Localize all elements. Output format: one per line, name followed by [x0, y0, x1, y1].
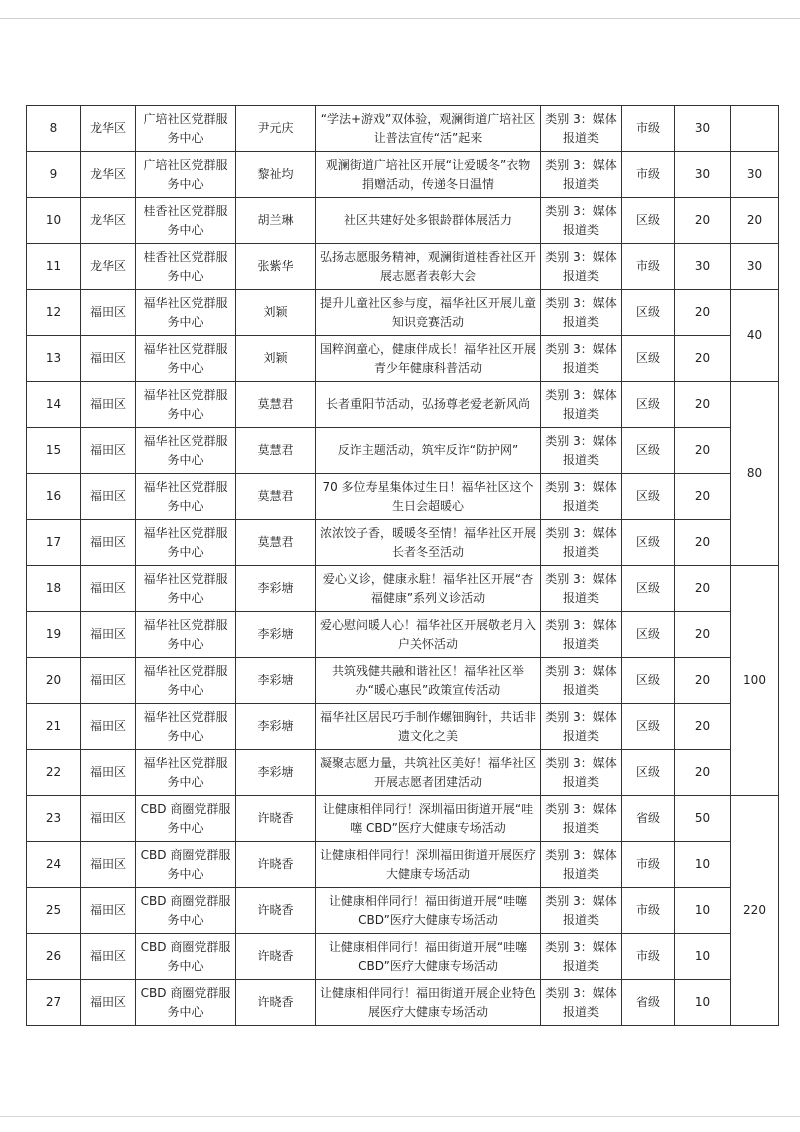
level-cell: 市级 — [622, 842, 675, 888]
category-cell: 类别 3：媒体报道类 — [541, 612, 622, 658]
organization-cell: 福华社区党群服务中心 — [136, 474, 236, 520]
category-cell: 类别 3：媒体报道类 — [541, 658, 622, 704]
organization-cell: 桂香社区党群服务中心 — [136, 198, 236, 244]
person-cell: 李彩塘 — [236, 658, 316, 704]
table-row — [27, 842, 779, 888]
row-number: 8 — [27, 106, 81, 152]
person-cell: 莫慧君 — [236, 382, 316, 428]
report-title-cell: 爱心慰问暖人心！福华社区开展敬老月入户关怀活动 — [316, 612, 541, 658]
organization-cell: 福华社区党群服务中心 — [136, 658, 236, 704]
page-top-rule — [0, 18, 800, 19]
district-cell: 福田区 — [81, 520, 136, 566]
organization-cell: 福华社区党群服务中心 — [136, 428, 236, 474]
group-total-cell: 30 — [731, 244, 779, 290]
report-title-cell: 观澜街道广培社区开展“让爱暖冬”衣物捐赠活动，传递冬日温情 — [316, 152, 541, 198]
row-number: 23 — [27, 796, 81, 842]
level-cell: 区级 — [622, 704, 675, 750]
table-row — [27, 106, 779, 152]
table-row — [27, 612, 779, 658]
category-cell: 类别 3：媒体报道类 — [541, 152, 622, 198]
person-cell: 莫慧君 — [236, 428, 316, 474]
district-cell: 福田区 — [81, 796, 136, 842]
organization-cell: 福华社区党群服务中心 — [136, 704, 236, 750]
table-row — [27, 290, 779, 336]
person-cell: 李彩塘 — [236, 750, 316, 796]
category-cell: 类别 3：媒体报道类 — [541, 934, 622, 980]
category-cell: 类别 3：媒体报道类 — [541, 382, 622, 428]
group-total-cell: 80 — [731, 382, 779, 566]
level-cell: 区级 — [622, 612, 675, 658]
person-cell: 李彩塘 — [236, 566, 316, 612]
organization-cell: 福华社区党群服务中心 — [136, 336, 236, 382]
organization-cell: 福华社区党群服务中心 — [136, 520, 236, 566]
row-number: 16 — [27, 474, 81, 520]
level-cell: 区级 — [622, 382, 675, 428]
level-cell: 市级 — [622, 934, 675, 980]
row-number: 15 — [27, 428, 81, 474]
organization-cell: 桂香社区党群服务中心 — [136, 244, 236, 290]
group-total-cell: 220 — [731, 796, 779, 1026]
media-report-table — [26, 105, 779, 1026]
level-cell: 区级 — [622, 290, 675, 336]
person-cell: 李彩塘 — [236, 704, 316, 750]
report-title-cell: 爱心义诊，健康永駐！福华社区开展“杏福健康”系列义诊活动 — [316, 566, 541, 612]
row-number: 11 — [27, 244, 81, 290]
table-row — [27, 704, 779, 750]
category-cell: 类别 3：媒体报道类 — [541, 198, 622, 244]
district-cell: 福田区 — [81, 290, 136, 336]
district-cell: 福田区 — [81, 934, 136, 980]
row-number: 20 — [27, 658, 81, 704]
table-row — [27, 198, 779, 244]
report-title-cell: “学法+游戏”双体验，观澜街道广培社区让普法宣传“活”起来 — [316, 106, 541, 152]
category-cell: 类别 3：媒体报道类 — [541, 336, 622, 382]
report-title-cell: 让健康相伴同行！福田街道开展“哇噻 CBD”医疗大健康专场活动 — [316, 934, 541, 980]
category-cell: 类别 3：媒体报道类 — [541, 842, 622, 888]
score-cell: 20 — [675, 382, 731, 428]
score-cell: 10 — [675, 980, 731, 1026]
row-number: 10 — [27, 198, 81, 244]
person-cell: 刘颖 — [236, 290, 316, 336]
report-title-cell: 福华社区居民巧手制作螺钿胸针，共话非遗文化之美 — [316, 704, 541, 750]
organization-cell: CBD 商圈党群服务中心 — [136, 934, 236, 980]
report-title-cell: 弘扬志愿服务精神，观澜街道桂香社区开展志愿者表彰大会 — [316, 244, 541, 290]
report-title-cell: 让健康相伴同行！深圳福田街道开展“哇噻 CBD”医疗大健康专场活动 — [316, 796, 541, 842]
report-title-cell: 共筑残健共融和谐社区！福华社区举办“暖心惠民”政策宣传活动 — [316, 658, 541, 704]
score-cell: 30 — [675, 244, 731, 290]
report-title-cell: 让健康相伴同行！深圳福田街道开展医疗大健康专场活动 — [316, 842, 541, 888]
report-title-cell: 长者重阳节活动，弘扬尊老爱老新风尚 — [316, 382, 541, 428]
person-cell: 张紫华 — [236, 244, 316, 290]
level-cell: 区级 — [622, 566, 675, 612]
score-cell: 30 — [675, 106, 731, 152]
category-cell: 类别 3：媒体报道类 — [541, 888, 622, 934]
page-bottom-rule — [0, 1116, 800, 1117]
category-cell: 类别 3：媒体报道类 — [541, 566, 622, 612]
score-cell: 20 — [675, 750, 731, 796]
organization-cell: CBD 商圈党群服务中心 — [136, 980, 236, 1026]
row-number: 19 — [27, 612, 81, 658]
category-cell: 类别 3：媒体报道类 — [541, 980, 622, 1026]
level-cell: 市级 — [622, 152, 675, 198]
report-title-cell: 浓浓饺子香，暖暖冬至情！福华社区开展长者冬至活动 — [316, 520, 541, 566]
district-cell: 福田区 — [81, 750, 136, 796]
group-total-cell: 20 — [731, 198, 779, 244]
level-cell: 区级 — [622, 658, 675, 704]
report-title-cell: 70 多位寿星集体过生日！福华社区这个生日会超暖心 — [316, 474, 541, 520]
district-cell: 福田区 — [81, 980, 136, 1026]
category-cell: 类别 3：媒体报道类 — [541, 796, 622, 842]
report-title-cell: 反诈主题活动，筑牢反诈“防护网” — [316, 428, 541, 474]
score-cell: 20 — [675, 566, 731, 612]
table-row — [27, 244, 779, 290]
score-cell: 10 — [675, 934, 731, 980]
table-row — [27, 152, 779, 198]
district-cell: 福田区 — [81, 842, 136, 888]
row-number: 12 — [27, 290, 81, 336]
district-cell: 福田区 — [81, 566, 136, 612]
score-cell: 20 — [675, 474, 731, 520]
organization-cell: 福华社区党群服务中心 — [136, 382, 236, 428]
row-number: 18 — [27, 566, 81, 612]
district-cell: 龙华区 — [81, 198, 136, 244]
row-number: 22 — [27, 750, 81, 796]
score-cell: 20 — [675, 704, 731, 750]
person-cell: 尹元庆 — [236, 106, 316, 152]
district-cell: 福田区 — [81, 382, 136, 428]
table-row — [27, 474, 779, 520]
organization-cell: CBD 商圈党群服务中心 — [136, 796, 236, 842]
district-cell: 龙华区 — [81, 152, 136, 198]
report-title-cell: 凝聚志愿力量，共筑社区美好！福华社区开展志愿者团建活动 — [316, 750, 541, 796]
district-cell: 福田区 — [81, 612, 136, 658]
district-cell: 福田区 — [81, 658, 136, 704]
organization-cell: 广培社区党群服务中心 — [136, 152, 236, 198]
person-cell: 李彩塘 — [236, 612, 316, 658]
table-row — [27, 520, 779, 566]
report-title-cell: 社区共建好处多银龄群体展活力 — [316, 198, 541, 244]
level-cell: 市级 — [622, 106, 675, 152]
category-cell: 类别 3：媒体报道类 — [541, 520, 622, 566]
level-cell: 区级 — [622, 520, 675, 566]
table-row — [27, 658, 779, 704]
table-row — [27, 382, 779, 428]
score-cell: 20 — [675, 336, 731, 382]
district-cell: 福田区 — [81, 474, 136, 520]
district-cell: 龙华区 — [81, 106, 136, 152]
person-cell: 许晓香 — [236, 980, 316, 1026]
organization-cell: CBD 商圈党群服务中心 — [136, 842, 236, 888]
person-cell: 许晓香 — [236, 934, 316, 980]
table-row — [27, 750, 779, 796]
district-cell: 福田区 — [81, 704, 136, 750]
organization-cell: 广培社区党群服务中心 — [136, 106, 236, 152]
score-cell: 10 — [675, 888, 731, 934]
person-cell: 莫慧君 — [236, 520, 316, 566]
level-cell: 区级 — [622, 474, 675, 520]
row-number: 21 — [27, 704, 81, 750]
report-title-cell: 让健康相伴同行！福田街道开展“哇噻 CBD”医疗大健康专场活动 — [316, 888, 541, 934]
district-cell: 龙华区 — [81, 244, 136, 290]
level-cell: 市级 — [622, 244, 675, 290]
level-cell: 区级 — [622, 428, 675, 474]
category-cell: 类别 3：媒体报道类 — [541, 704, 622, 750]
score-cell: 20 — [675, 612, 731, 658]
level-cell: 市级 — [622, 888, 675, 934]
level-cell: 区级 — [622, 750, 675, 796]
table-row — [27, 566, 779, 612]
group-total-cell: 40 — [731, 290, 779, 382]
person-cell: 胡兰琳 — [236, 198, 316, 244]
category-cell: 类别 3：媒体报道类 — [541, 474, 622, 520]
row-number: 9 — [27, 152, 81, 198]
row-number: 13 — [27, 336, 81, 382]
category-cell: 类别 3：媒体报道类 — [541, 106, 622, 152]
category-cell: 类别 3：媒体报道类 — [541, 290, 622, 336]
person-cell: 许晓香 — [236, 888, 316, 934]
row-number: 27 — [27, 980, 81, 1026]
level-cell: 省级 — [622, 796, 675, 842]
score-cell: 20 — [675, 290, 731, 336]
person-cell: 刘颖 — [236, 336, 316, 382]
table-row — [27, 428, 779, 474]
report-title-cell: 让健康相伴同行！福田街道开展企业特色展医疗大健康专场活动 — [316, 980, 541, 1026]
report-title-cell: 提升儿童社区参与度，福华社区开展儿童知识竞赛活动 — [316, 290, 541, 336]
organization-cell: 福华社区党群服务中心 — [136, 290, 236, 336]
level-cell: 区级 — [622, 198, 675, 244]
table-body — [27, 106, 779, 1026]
organization-cell: CBD 商圈党群服务中心 — [136, 888, 236, 934]
level-cell: 区级 — [622, 336, 675, 382]
row-number: 26 — [27, 934, 81, 980]
district-cell: 福田区 — [81, 336, 136, 382]
level-cell: 省级 — [622, 980, 675, 1026]
organization-cell: 福华社区党群服务中心 — [136, 566, 236, 612]
score-cell: 50 — [675, 796, 731, 842]
score-cell: 20 — [675, 658, 731, 704]
score-cell: 20 — [675, 428, 731, 474]
organization-cell: 福华社区党群服务中心 — [136, 750, 236, 796]
score-cell: 30 — [675, 152, 731, 198]
category-cell: 类别 3：媒体报道类 — [541, 428, 622, 474]
row-number: 17 — [27, 520, 81, 566]
report-title-cell: 国粹润童心，健康伴成长！福华社区开展青少年健康科普活动 — [316, 336, 541, 382]
table-row — [27, 934, 779, 980]
row-number: 24 — [27, 842, 81, 888]
group-total-cell: 30 — [731, 152, 779, 198]
person-cell: 许晓香 — [236, 796, 316, 842]
table-row — [27, 336, 779, 382]
group-total-cell: 100 — [731, 566, 779, 796]
category-cell: 类别 3：媒体报道类 — [541, 750, 622, 796]
score-cell: 20 — [675, 198, 731, 244]
district-cell: 福田区 — [81, 428, 136, 474]
table-row — [27, 796, 779, 842]
group-total-cell — [731, 106, 779, 152]
table-row — [27, 888, 779, 934]
row-number: 14 — [27, 382, 81, 428]
organization-cell: 福华社区党群服务中心 — [136, 612, 236, 658]
person-cell: 黎祉均 — [236, 152, 316, 198]
table-row — [27, 980, 779, 1026]
row-number: 25 — [27, 888, 81, 934]
score-cell: 20 — [675, 520, 731, 566]
person-cell: 许晓香 — [236, 842, 316, 888]
score-cell: 10 — [675, 842, 731, 888]
district-cell: 福田区 — [81, 888, 136, 934]
person-cell: 莫慧君 — [236, 474, 316, 520]
category-cell: 类别 3：媒体报道类 — [541, 244, 622, 290]
